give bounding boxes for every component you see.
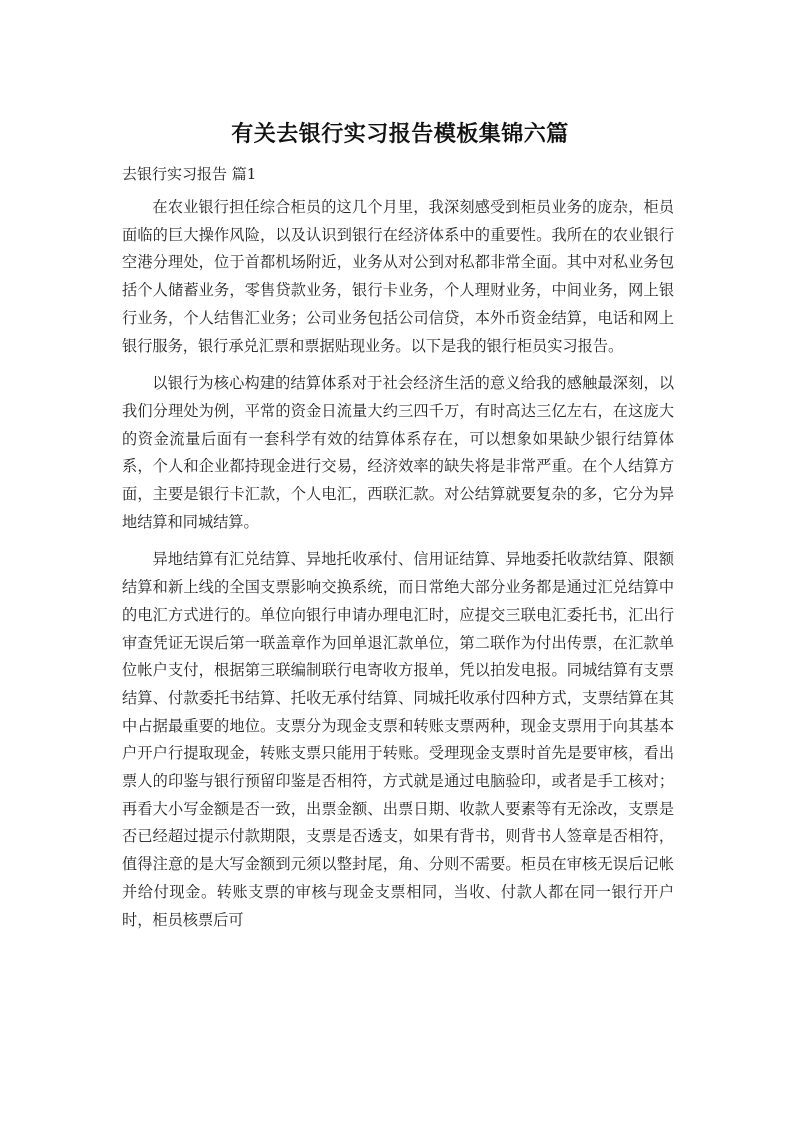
paragraph-3: 异地结算有汇兑结算、异地托收承付、信用证结算、异地委托收款结算、限额结算和新上线的全国支票影响交换系统，而日常绝大部分业务都是通过汇兑结算中的电汇方式进行的。单位向银行申请办理电汇时，应提交三联电汇委托书，汇出行审查凭证无误后第一联盖章作为回单退汇款单位，第二联作为付出传票，在汇款单位帐户支付，根据第三联编制联行电寄收方报单，凭以拍发电报。同城结算有支票结算、付款委托书结算、托收无承付结算、同城托收承付四种方式，支票结算在其中占据最重要的地位。支票分为现金支票和转账支票两种，现金支票用于向其基本户开户行提取现金，转账支票只能用于转账。受理现金支票时首先是要审核，看出票人的印鉴与银行预留印鉴是否相符，方式就是通过电脑验印，或者是手工核对；再看大小写金额是否一致，出票金额、出票日期、收款人要素等有无涂改，支票是否已经超过提示付款期限，支票是否透支，如果有背书，则背书人签章是否相符，值得注意的是大写金额到元须以整封尾，角、分则不需要。柜员在审核无误后记帐并给付现金。转账支票的审核与现金支票相同，当收、付款人都在同一银行开户时，柜员核票后可 (122, 550, 674, 929)
document-body (122, 194, 674, 944)
paragraph-2: 以银行为核心构建的结算体系对于社会经济生活的意义给我的感触最深刻，以我们分理处为例，平常的资金日流量大约三四千万，有时高达三亿左右，在这庞大的资金流量后面有一套科学有效的结算体系存在，可以想象如果缺少银行结算体系，个人和企业都持现金进行交易，经济效率的缺失将是非常严重。在个人结算方面，主要是银行卡汇款，个人电汇，西联汇款。对公结算就要复杂的多，它分为异地结算和同城结算。 (122, 374, 674, 531)
page-title: 有关去银行实习报告模板集锦六篇 (231, 122, 569, 147)
section-heading: 去银行实习报告 篇1 (122, 165, 257, 183)
paragraph-1: 在农业银行担任综合柜员的这几个月里，我深刻感受到柜员业务的庞杂，柜员面临的巨大操作风险，以及认识到银行在经济体系中的重要性。我所在的农业银行空港分理处，位于首都机场附近，业务从对公到对私都非常全面。其中对私业务包括个人储蓄业务，零售贷款业务，银行卡业务，个人理财业务，中间业务，网上银行业务，个人结售汇业务；公司业务包括公司信贷，本外币资金结算，电话和网上银行服务，银行承兑汇票和票据贴现业务。以下是我的银行柜员实习报告。 (122, 198, 674, 355)
